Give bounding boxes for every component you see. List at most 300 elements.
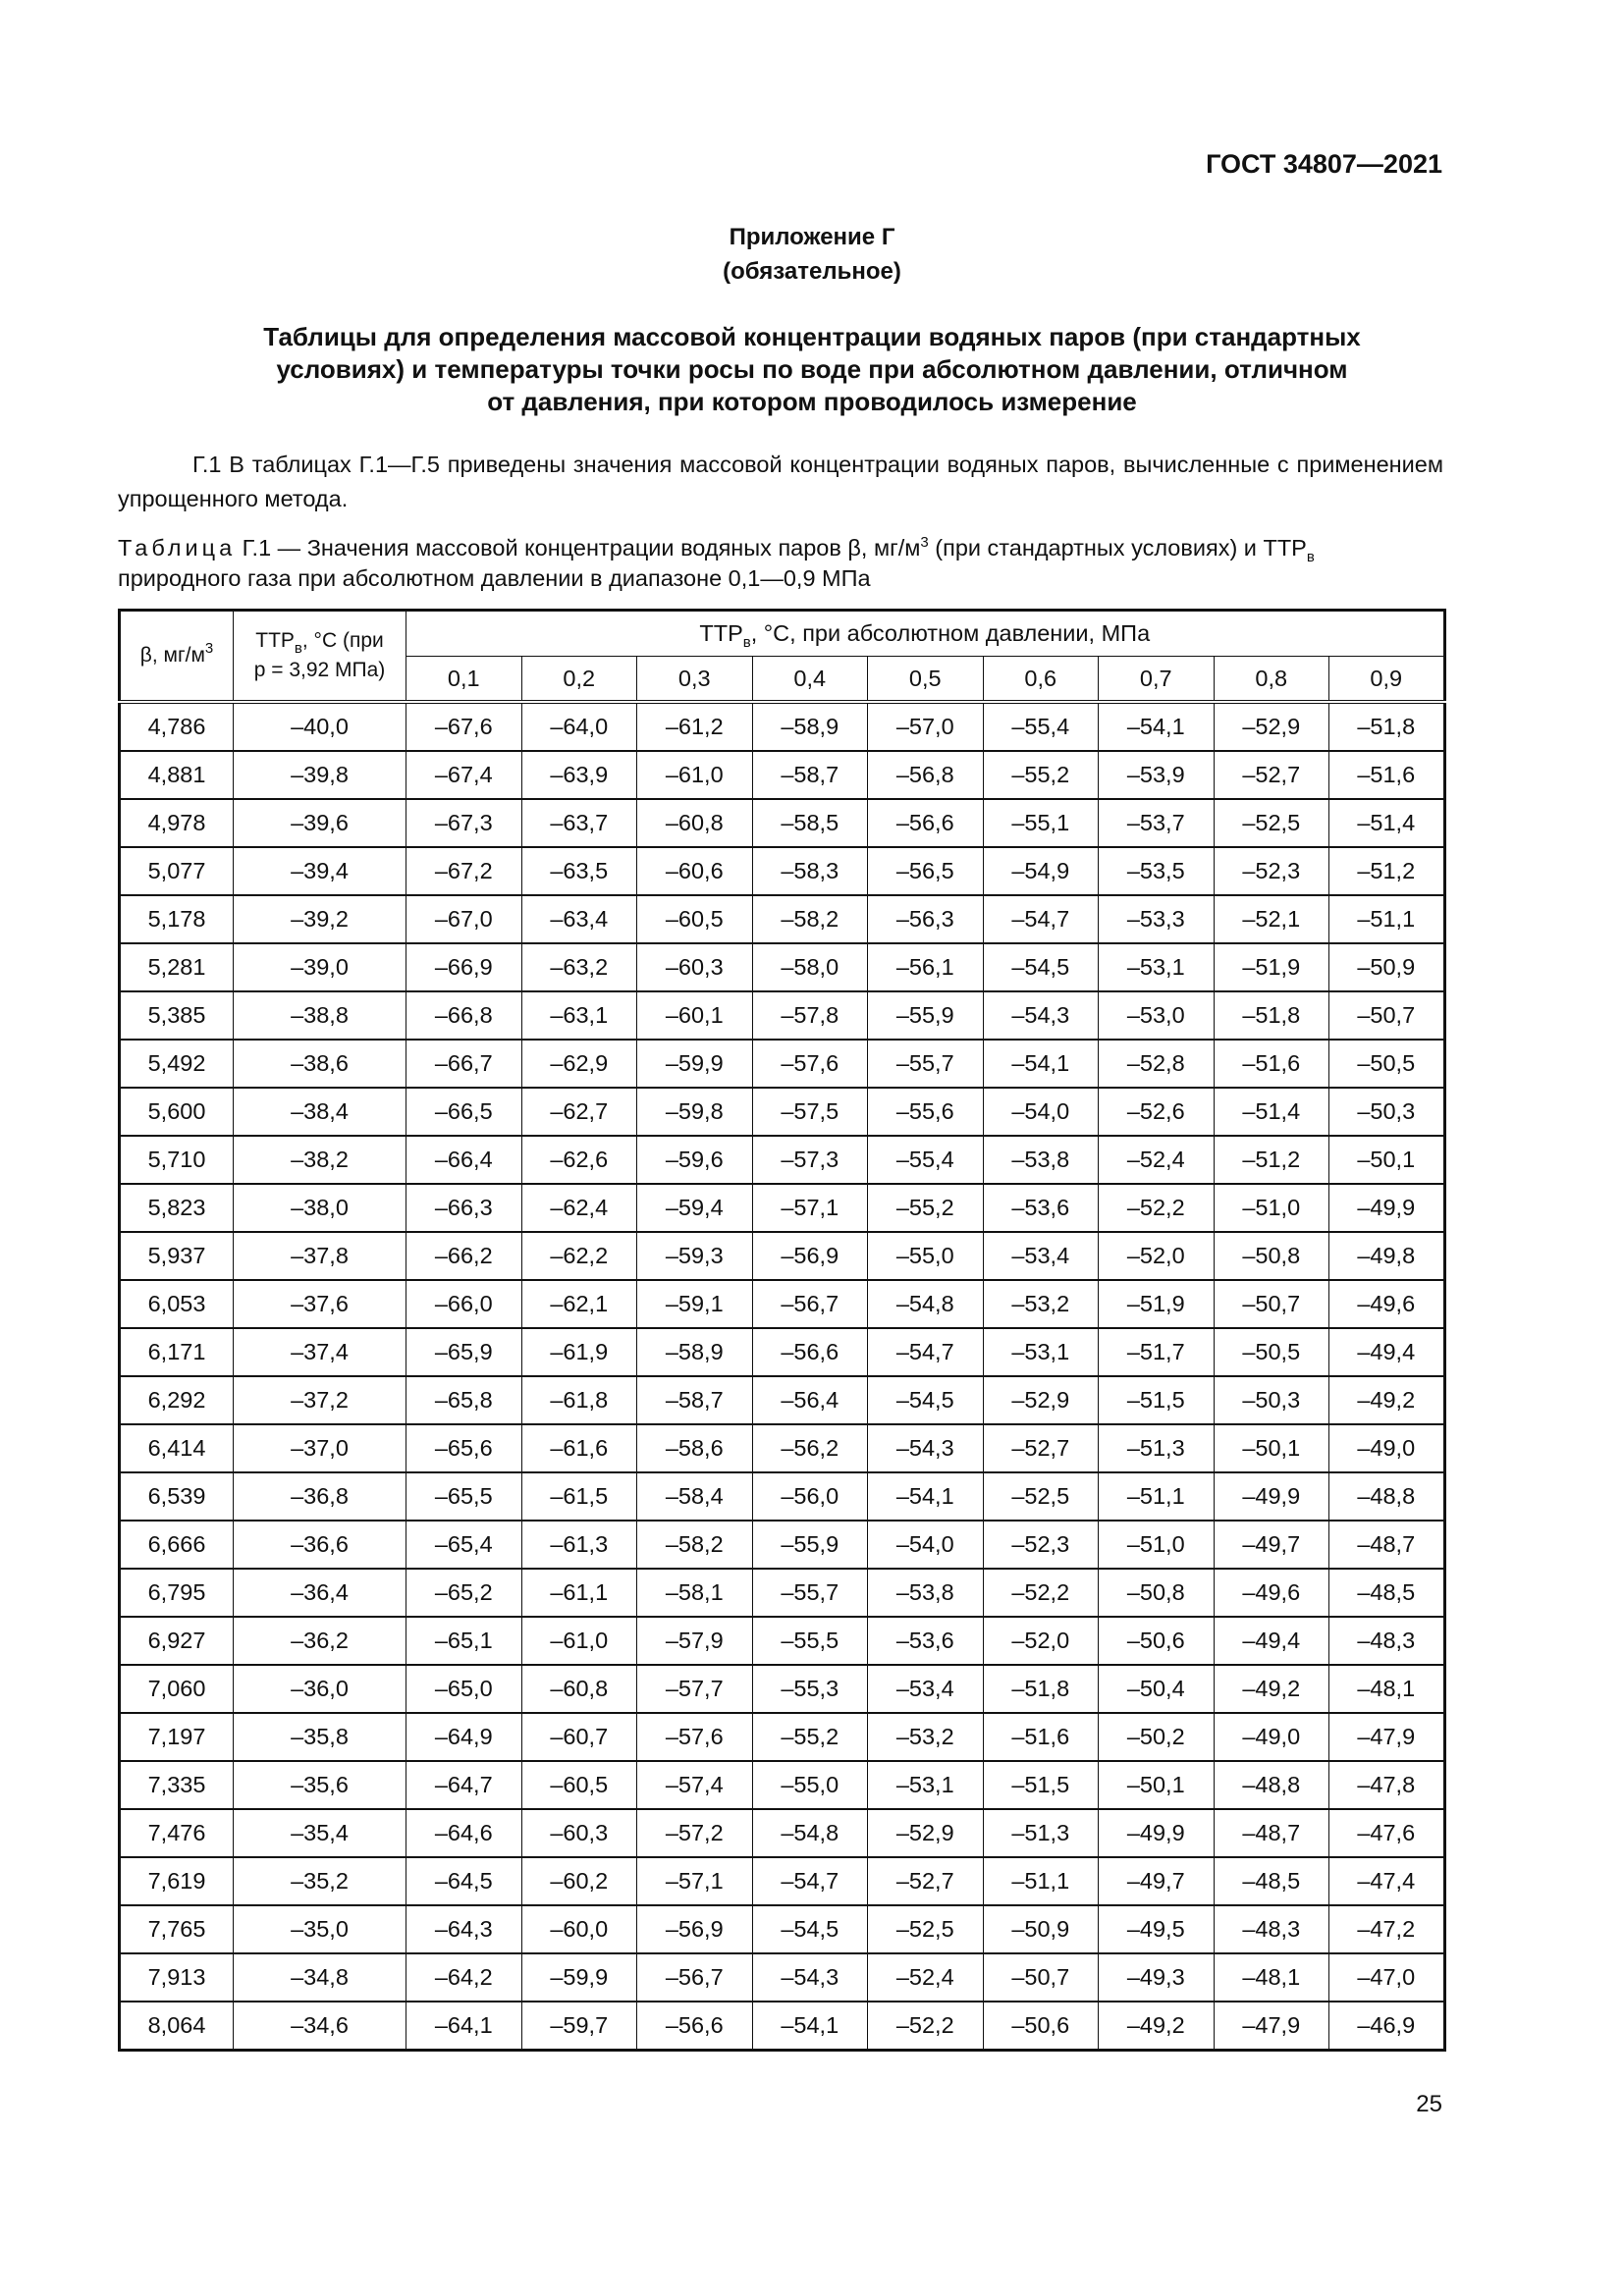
cell-dew-point: –64,9 xyxy=(406,1713,522,1761)
cell-beta: 6,795 xyxy=(120,1569,234,1617)
cell-dew-point: –52,0 xyxy=(983,1617,1099,1665)
cell-dew-point: –54,1 xyxy=(868,1472,984,1521)
cell-dew-point: –58,6 xyxy=(637,1424,753,1472)
cell-dew-point-ref: –37,6 xyxy=(234,1280,406,1328)
header-pressure: 0,6 xyxy=(983,657,1099,703)
cell-dew-point: –51,3 xyxy=(983,1809,1099,1857)
cell-dew-point: –66,4 xyxy=(406,1136,522,1184)
cell-dew-point-ref: –36,6 xyxy=(234,1521,406,1569)
cell-dew-point: –47,2 xyxy=(1329,1905,1445,1953)
cell-dew-point: –48,7 xyxy=(1214,1809,1329,1857)
cell-dew-point: –61,9 xyxy=(521,1328,637,1376)
cell-dew-point: –62,1 xyxy=(521,1280,637,1328)
cell-dew-point: –50,4 xyxy=(1099,1665,1215,1713)
cell-beta: 6,927 xyxy=(120,1617,234,1665)
cell-dew-point: –50,3 xyxy=(1329,1088,1445,1136)
header-pressure: 0,3 xyxy=(637,657,753,703)
cell-dew-point: –58,3 xyxy=(752,847,868,895)
table-row xyxy=(120,1617,1445,1665)
cell-dew-point: –53,7 xyxy=(1099,799,1215,847)
table-row xyxy=(120,1376,1445,1424)
table-row xyxy=(120,1472,1445,1521)
table-caption xyxy=(118,533,1453,594)
cell-dew-point: –57,2 xyxy=(637,1809,753,1857)
cell-dew-point: –52,7 xyxy=(983,1424,1099,1472)
cell-dew-point: –56,0 xyxy=(752,1472,868,1521)
cell-dew-point: –66,7 xyxy=(406,1040,522,1088)
cell-dew-point: –53,8 xyxy=(868,1569,984,1617)
cell-dew-point: –55,9 xyxy=(752,1521,868,1569)
cell-dew-point: –56,2 xyxy=(752,1424,868,1472)
cell-dew-point: –51,7 xyxy=(1099,1328,1215,1376)
cell-dew-point: –60,8 xyxy=(521,1665,637,1713)
cell-dew-point: –55,7 xyxy=(752,1569,868,1617)
header-pressure: 0,9 xyxy=(1329,657,1445,703)
cell-dew-point: –54,1 xyxy=(1099,702,1215,751)
cell-dew-point: –58,2 xyxy=(752,895,868,943)
cell-dew-point: –67,2 xyxy=(406,847,522,895)
cell-dew-point: –49,5 xyxy=(1099,1905,1215,1953)
cell-dew-point: –64,6 xyxy=(406,1809,522,1857)
cell-dew-point: –52,9 xyxy=(983,1376,1099,1424)
cell-dew-point: –52,4 xyxy=(1099,1136,1215,1184)
table-row xyxy=(120,1713,1445,1761)
cell-dew-point: –51,4 xyxy=(1329,799,1445,847)
cell-dew-point: –51,6 xyxy=(983,1713,1099,1761)
cell-dew-point: –52,6 xyxy=(1099,1088,1215,1136)
cell-dew-point: –50,8 xyxy=(1099,1569,1215,1617)
cell-beta: 5,281 xyxy=(120,943,234,991)
cell-dew-point: –67,3 xyxy=(406,799,522,847)
cell-dew-point: –63,9 xyxy=(521,751,637,799)
cell-dew-point: –53,3 xyxy=(1099,895,1215,943)
cell-dew-point: –54,8 xyxy=(752,1809,868,1857)
cell-dew-point: –63,1 xyxy=(521,991,637,1040)
cell-dew-point: –59,3 xyxy=(637,1232,753,1280)
cell-dew-point: –51,0 xyxy=(1099,1521,1215,1569)
cell-dew-point: –56,7 xyxy=(637,1953,753,2002)
cell-beta: 4,881 xyxy=(120,751,234,799)
cell-dew-point: –57,3 xyxy=(752,1136,868,1184)
cell-dew-point: –56,8 xyxy=(868,751,984,799)
cell-beta: 7,765 xyxy=(120,1905,234,1953)
caption-sub: в xyxy=(1306,549,1315,565)
cell-dew-point: –56,6 xyxy=(637,2002,753,2051)
cell-dew-point: –52,7 xyxy=(1214,751,1329,799)
cell-dew-point: –48,5 xyxy=(1329,1569,1445,1617)
cell-dew-point: –56,6 xyxy=(752,1328,868,1376)
cell-dew-point: –52,7 xyxy=(868,1857,984,1905)
cell-beta: 5,492 xyxy=(120,1040,234,1088)
cell-dew-point: –56,1 xyxy=(868,943,984,991)
cell-dew-point: –53,2 xyxy=(983,1280,1099,1328)
cell-beta: 7,913 xyxy=(120,1953,234,2002)
cell-dew-point: –55,0 xyxy=(752,1761,868,1809)
cell-dew-point: –64,1 xyxy=(406,2002,522,2051)
document-code: ГОСТ 34807—2021 xyxy=(1206,149,1442,179)
cell-dew-point: –54,3 xyxy=(752,1953,868,2002)
cell-dew-point: –49,2 xyxy=(1329,1376,1445,1424)
cell-dew-point: –54,0 xyxy=(983,1088,1099,1136)
cell-beta: 6,414 xyxy=(120,1424,234,1472)
cell-dew-point-ref: –39,4 xyxy=(234,847,406,895)
table-row xyxy=(120,1280,1445,1328)
cell-dew-point: –67,0 xyxy=(406,895,522,943)
cell-dew-point: –51,3 xyxy=(1099,1424,1215,1472)
cell-dew-point: –46,9 xyxy=(1329,2002,1445,2051)
cell-dew-point: –49,7 xyxy=(1214,1521,1329,1569)
cell-dew-point: –57,7 xyxy=(637,1665,753,1713)
cell-dew-point: –65,1 xyxy=(406,1617,522,1665)
cell-dew-point: –54,1 xyxy=(752,2002,868,2051)
cell-dew-point: –59,8 xyxy=(637,1088,753,1136)
cell-dew-point: –66,3 xyxy=(406,1184,522,1232)
title-line: от давления, при котором проводилось измерение xyxy=(487,387,1137,416)
table-row xyxy=(120,1857,1445,1905)
appendix-type: (обязательное) xyxy=(723,258,901,285)
header-dew-point-ref: $ТТР_в$, °С (при p = 3,92 МПа) xyxy=(234,611,406,703)
cell-beta: 4,978 xyxy=(120,799,234,847)
cell-dew-point: –50,5 xyxy=(1329,1040,1445,1088)
cell-dew-point: –59,9 xyxy=(521,1953,637,2002)
cell-dew-point: –51,8 xyxy=(983,1665,1099,1713)
table-row xyxy=(120,1521,1445,1569)
cell-dew-point: –60,0 xyxy=(521,1905,637,1953)
cell-dew-point: –53,8 xyxy=(983,1136,1099,1184)
cell-beta: 7,060 xyxy=(120,1665,234,1713)
cell-beta: 6,171 xyxy=(120,1328,234,1376)
cell-dew-point: –50,2 xyxy=(1099,1713,1215,1761)
cell-dew-point-ref: –38,0 xyxy=(234,1184,406,1232)
cell-dew-point-ref: –37,4 xyxy=(234,1328,406,1376)
cell-dew-point: –65,9 xyxy=(406,1328,522,1376)
cell-dew-point: –49,2 xyxy=(1099,2002,1215,2051)
cell-dew-point: –54,8 xyxy=(868,1280,984,1328)
cell-dew-point: –59,6 xyxy=(637,1136,753,1184)
cell-beta: 5,823 xyxy=(120,1184,234,1232)
cell-dew-point: –49,6 xyxy=(1214,1569,1329,1617)
cell-dew-point: –54,7 xyxy=(983,895,1099,943)
cell-dew-point: –47,9 xyxy=(1329,1713,1445,1761)
caption-label: Таблица xyxy=(118,535,237,561)
cell-dew-point: –55,2 xyxy=(752,1713,868,1761)
cell-dew-point: –57,6 xyxy=(752,1040,868,1088)
cell-dew-point-ref: –40,0 xyxy=(234,702,406,751)
cell-dew-point: –52,0 xyxy=(1099,1232,1215,1280)
cell-dew-point: –50,6 xyxy=(983,2002,1099,2051)
cell-dew-point-ref: –39,2 xyxy=(234,895,406,943)
cell-dew-point: –54,1 xyxy=(983,1040,1099,1088)
cell-dew-point: –49,0 xyxy=(1329,1424,1445,1472)
cell-dew-point: –61,1 xyxy=(521,1569,637,1617)
cell-dew-point: –52,3 xyxy=(1214,847,1329,895)
cell-dew-point: –49,9 xyxy=(1099,1809,1215,1857)
cell-dew-point: –53,1 xyxy=(983,1328,1099,1376)
cell-dew-point: –58,9 xyxy=(637,1328,753,1376)
cell-dew-point: –56,9 xyxy=(752,1232,868,1280)
table-row xyxy=(120,1040,1445,1088)
cell-dew-point: –54,0 xyxy=(868,1521,984,1569)
cell-beta: 7,476 xyxy=(120,1809,234,1857)
cell-dew-point: –54,3 xyxy=(983,991,1099,1040)
cell-dew-point: –62,2 xyxy=(521,1232,637,1280)
table-row xyxy=(120,751,1445,799)
cell-dew-point: –50,7 xyxy=(983,1953,1099,2002)
cell-beta: 5,385 xyxy=(120,991,234,1040)
cell-dew-point: –49,8 xyxy=(1329,1232,1445,1280)
cell-dew-point: –51,6 xyxy=(1329,751,1445,799)
cell-dew-point: –51,0 xyxy=(1214,1184,1329,1232)
header-pressure: 0,7 xyxy=(1099,657,1215,703)
cell-dew-point: –57,4 xyxy=(637,1761,753,1809)
cell-dew-point: –57,6 xyxy=(637,1713,753,1761)
cell-dew-point: –49,4 xyxy=(1214,1617,1329,1665)
cell-dew-point-ref: –37,0 xyxy=(234,1424,406,1472)
cell-dew-point: –61,2 xyxy=(637,702,753,751)
cell-dew-point: –65,5 xyxy=(406,1472,522,1521)
cell-dew-point: –55,4 xyxy=(983,702,1099,751)
cell-dew-point: –64,5 xyxy=(406,1857,522,1905)
cell-dew-point: –62,4 xyxy=(521,1184,637,1232)
cell-dew-point: –56,9 xyxy=(637,1905,753,1953)
cell-dew-point: –49,7 xyxy=(1099,1857,1215,1905)
cell-dew-point: –53,1 xyxy=(868,1761,984,1809)
cell-dew-point: –54,5 xyxy=(752,1905,868,1953)
caption-text: Г.1 — Значения массовой концентрации водяных паров β, мг/м xyxy=(236,535,921,561)
cell-dew-point: –55,9 xyxy=(868,991,984,1040)
cell-dew-point: –64,2 xyxy=(406,1953,522,2002)
cell-dew-point: –51,9 xyxy=(1214,943,1329,991)
cell-dew-point: –49,4 xyxy=(1329,1328,1445,1376)
cell-dew-point: –54,5 xyxy=(983,943,1099,991)
cell-dew-point: –58,2 xyxy=(637,1521,753,1569)
cell-dew-point: –59,9 xyxy=(637,1040,753,1088)
cell-beta: 5,937 xyxy=(120,1232,234,1280)
table-row xyxy=(120,895,1445,943)
header-beta: β, $мг/м^3$ xyxy=(120,611,234,703)
cell-beta: 5,600 xyxy=(120,1088,234,1136)
cell-dew-point: –55,2 xyxy=(983,751,1099,799)
cell-dew-point: –59,4 xyxy=(637,1184,753,1232)
cell-dew-point: –61,5 xyxy=(521,1472,637,1521)
table-row xyxy=(120,702,1445,751)
cell-dew-point: –60,8 xyxy=(637,799,753,847)
table-row xyxy=(120,2002,1445,2051)
cell-dew-point: –61,8 xyxy=(521,1376,637,1424)
cell-beta: 4,786 xyxy=(120,702,234,751)
cell-dew-point: –50,9 xyxy=(1329,943,1445,991)
cell-dew-point: –52,2 xyxy=(1099,1184,1215,1232)
cell-dew-point: –61,0 xyxy=(637,751,753,799)
cell-dew-point: –66,8 xyxy=(406,991,522,1040)
cell-dew-point: –57,8 xyxy=(752,991,868,1040)
cell-dew-point: –49,6 xyxy=(1329,1280,1445,1328)
cell-dew-point: –51,5 xyxy=(983,1761,1099,1809)
cell-beta: 6,292 xyxy=(120,1376,234,1424)
cell-dew-point: –50,3 xyxy=(1214,1376,1329,1424)
cell-dew-point: –66,9 xyxy=(406,943,522,991)
cell-dew-point: –51,4 xyxy=(1214,1088,1329,1136)
cell-dew-point: –52,3 xyxy=(983,1521,1099,1569)
cell-dew-point: –53,9 xyxy=(1099,751,1215,799)
cell-dew-point: –48,1 xyxy=(1329,1665,1445,1713)
title-line: Таблицы для определения массовой концентрации водяных паров (при стандартных xyxy=(263,322,1361,351)
cell-beta: 6,666 xyxy=(120,1521,234,1569)
cell-dew-point: –51,2 xyxy=(1214,1136,1329,1184)
cell-dew-point: –63,4 xyxy=(521,895,637,943)
cell-dew-point: –65,0 xyxy=(406,1665,522,1713)
table-row xyxy=(120,1184,1445,1232)
cell-dew-point: –67,6 xyxy=(406,702,522,751)
cell-dew-point: –47,6 xyxy=(1329,1809,1445,1857)
cell-dew-point-ref: –39,8 xyxy=(234,751,406,799)
cell-dew-point: –57,5 xyxy=(752,1088,868,1136)
cell-dew-point: –52,9 xyxy=(1214,702,1329,751)
cell-beta: 5,710 xyxy=(120,1136,234,1184)
cell-dew-point: –52,4 xyxy=(868,1953,984,2002)
cell-dew-point: –58,0 xyxy=(752,943,868,991)
cell-dew-point-ref: –35,4 xyxy=(234,1809,406,1857)
cell-dew-point: –51,5 xyxy=(1099,1376,1215,1424)
cell-dew-point: –50,7 xyxy=(1214,1280,1329,1328)
cell-dew-point: –53,6 xyxy=(868,1617,984,1665)
cell-dew-point: –47,0 xyxy=(1329,1953,1445,2002)
cell-dew-point: –58,7 xyxy=(752,751,868,799)
cell-dew-point-ref: –38,8 xyxy=(234,991,406,1040)
table-row xyxy=(120,1232,1445,1280)
cell-dew-point: –53,5 xyxy=(1099,847,1215,895)
cell-dew-point: –47,4 xyxy=(1329,1857,1445,1905)
cell-dew-point: –61,0 xyxy=(521,1617,637,1665)
cell-dew-point: –56,6 xyxy=(868,799,984,847)
cell-dew-point: –52,9 xyxy=(868,1809,984,1857)
cell-dew-point-ref: –39,0 xyxy=(234,943,406,991)
cell-dew-point: –50,1 xyxy=(1099,1761,1215,1809)
cell-dew-point: –60,5 xyxy=(637,895,753,943)
table-row xyxy=(120,1953,1445,2002)
table-row xyxy=(120,1424,1445,1472)
cell-dew-point: –56,7 xyxy=(752,1280,868,1328)
header-pressure: 0,8 xyxy=(1214,657,1329,703)
cell-dew-point: –53,0 xyxy=(1099,991,1215,1040)
cell-dew-point-ref: –38,2 xyxy=(234,1136,406,1184)
header-pressure: 0,5 xyxy=(868,657,984,703)
header-pressure: 0,2 xyxy=(521,657,637,703)
table-row xyxy=(120,1905,1445,1953)
cell-beta: 6,539 xyxy=(120,1472,234,1521)
cell-dew-point: –48,8 xyxy=(1329,1472,1445,1521)
cell-dew-point: –53,2 xyxy=(868,1713,984,1761)
cell-dew-point: –64,3 xyxy=(406,1905,522,1953)
cell-dew-point-ref: –37,8 xyxy=(234,1232,406,1280)
cell-dew-point-ref: –38,6 xyxy=(234,1040,406,1088)
cell-dew-point: –65,4 xyxy=(406,1521,522,1569)
cell-dew-point: –47,8 xyxy=(1329,1761,1445,1809)
cell-dew-point: –56,4 xyxy=(752,1376,868,1424)
cell-dew-point: –65,8 xyxy=(406,1376,522,1424)
cell-dew-point: –61,6 xyxy=(521,1424,637,1472)
cell-dew-point-ref: –36,8 xyxy=(234,1472,406,1521)
cell-dew-point: –54,7 xyxy=(752,1857,868,1905)
cell-dew-point-ref: –37,2 xyxy=(234,1376,406,1424)
cell-dew-point: –47,9 xyxy=(1214,2002,1329,2051)
cell-dew-point: –60,5 xyxy=(521,1761,637,1809)
cell-dew-point-ref: –36,2 xyxy=(234,1617,406,1665)
cell-dew-point: –66,0 xyxy=(406,1280,522,1328)
cell-dew-point: –63,5 xyxy=(521,847,637,895)
cell-dew-point: –52,5 xyxy=(1214,799,1329,847)
header-pressure: 0,4 xyxy=(752,657,868,703)
cell-beta: 6,053 xyxy=(120,1280,234,1328)
cell-dew-point: –64,7 xyxy=(406,1761,522,1809)
cell-dew-point: –50,5 xyxy=(1214,1328,1329,1376)
cell-beta: 7,619 xyxy=(120,1857,234,1905)
cell-dew-point: –58,5 xyxy=(752,799,868,847)
table-row xyxy=(120,1761,1445,1809)
section-title xyxy=(0,321,1624,418)
cell-dew-point: –56,5 xyxy=(868,847,984,895)
cell-dew-point: –49,0 xyxy=(1214,1713,1329,1761)
cell-dew-point: –56,3 xyxy=(868,895,984,943)
table-row xyxy=(120,1328,1445,1376)
cell-dew-point: –51,2 xyxy=(1329,847,1445,895)
cell-dew-point: –58,7 xyxy=(637,1376,753,1424)
cell-dew-point: –52,2 xyxy=(983,1569,1099,1617)
title-line: условиях) и температуры точки росы по воде при абсолютном давлении, отличном xyxy=(276,354,1348,384)
cell-beta: 8,064 xyxy=(120,2002,234,2051)
cell-dew-point: –67,4 xyxy=(406,751,522,799)
cell-dew-point: –57,9 xyxy=(637,1617,753,1665)
table-row xyxy=(120,799,1445,847)
cell-dew-point: –63,7 xyxy=(521,799,637,847)
table-row xyxy=(120,1665,1445,1713)
cell-dew-point-ref: –35,0 xyxy=(234,1905,406,1953)
cell-dew-point: –52,5 xyxy=(983,1472,1099,1521)
cell-dew-point: –55,2 xyxy=(868,1184,984,1232)
cell-dew-point: –53,4 xyxy=(868,1665,984,1713)
cell-dew-point: –48,3 xyxy=(1329,1617,1445,1665)
cell-dew-point: –52,2 xyxy=(868,2002,984,2051)
cell-dew-point-ref: –35,6 xyxy=(234,1761,406,1809)
caption-sup: 3 xyxy=(920,534,929,551)
cell-dew-point: –50,7 xyxy=(1329,991,1445,1040)
cell-dew-point-ref: –38,4 xyxy=(234,1088,406,1136)
cell-dew-point: –52,8 xyxy=(1099,1040,1215,1088)
cell-dew-point: –66,2 xyxy=(406,1232,522,1280)
cell-dew-point: –53,6 xyxy=(983,1184,1099,1232)
caption-text: (при стандартных условиях) и ТТР xyxy=(928,535,1307,561)
cell-dew-point: –53,1 xyxy=(1099,943,1215,991)
cell-dew-point: –60,2 xyxy=(521,1857,637,1905)
cell-dew-point: –50,1 xyxy=(1329,1136,1445,1184)
table-row xyxy=(120,847,1445,895)
cell-dew-point: –59,7 xyxy=(521,2002,637,2051)
cell-dew-point-ref: –35,8 xyxy=(234,1713,406,1761)
header-pressure: 0,1 xyxy=(406,657,522,703)
cell-dew-point: –51,6 xyxy=(1214,1040,1329,1088)
cell-dew-point: –55,7 xyxy=(868,1040,984,1088)
cell-dew-point: –54,3 xyxy=(868,1424,984,1472)
table-row xyxy=(120,991,1445,1040)
cell-dew-point: –55,1 xyxy=(983,799,1099,847)
cell-dew-point: –55,6 xyxy=(868,1088,984,1136)
cell-dew-point: –51,8 xyxy=(1329,702,1445,751)
cell-dew-point-ref: –35,2 xyxy=(234,1857,406,1905)
cell-dew-point: –66,5 xyxy=(406,1088,522,1136)
page-number: 25 xyxy=(1416,2091,1442,2117)
cell-dew-point: –49,2 xyxy=(1214,1665,1329,1713)
cell-dew-point: –53,4 xyxy=(983,1232,1099,1280)
